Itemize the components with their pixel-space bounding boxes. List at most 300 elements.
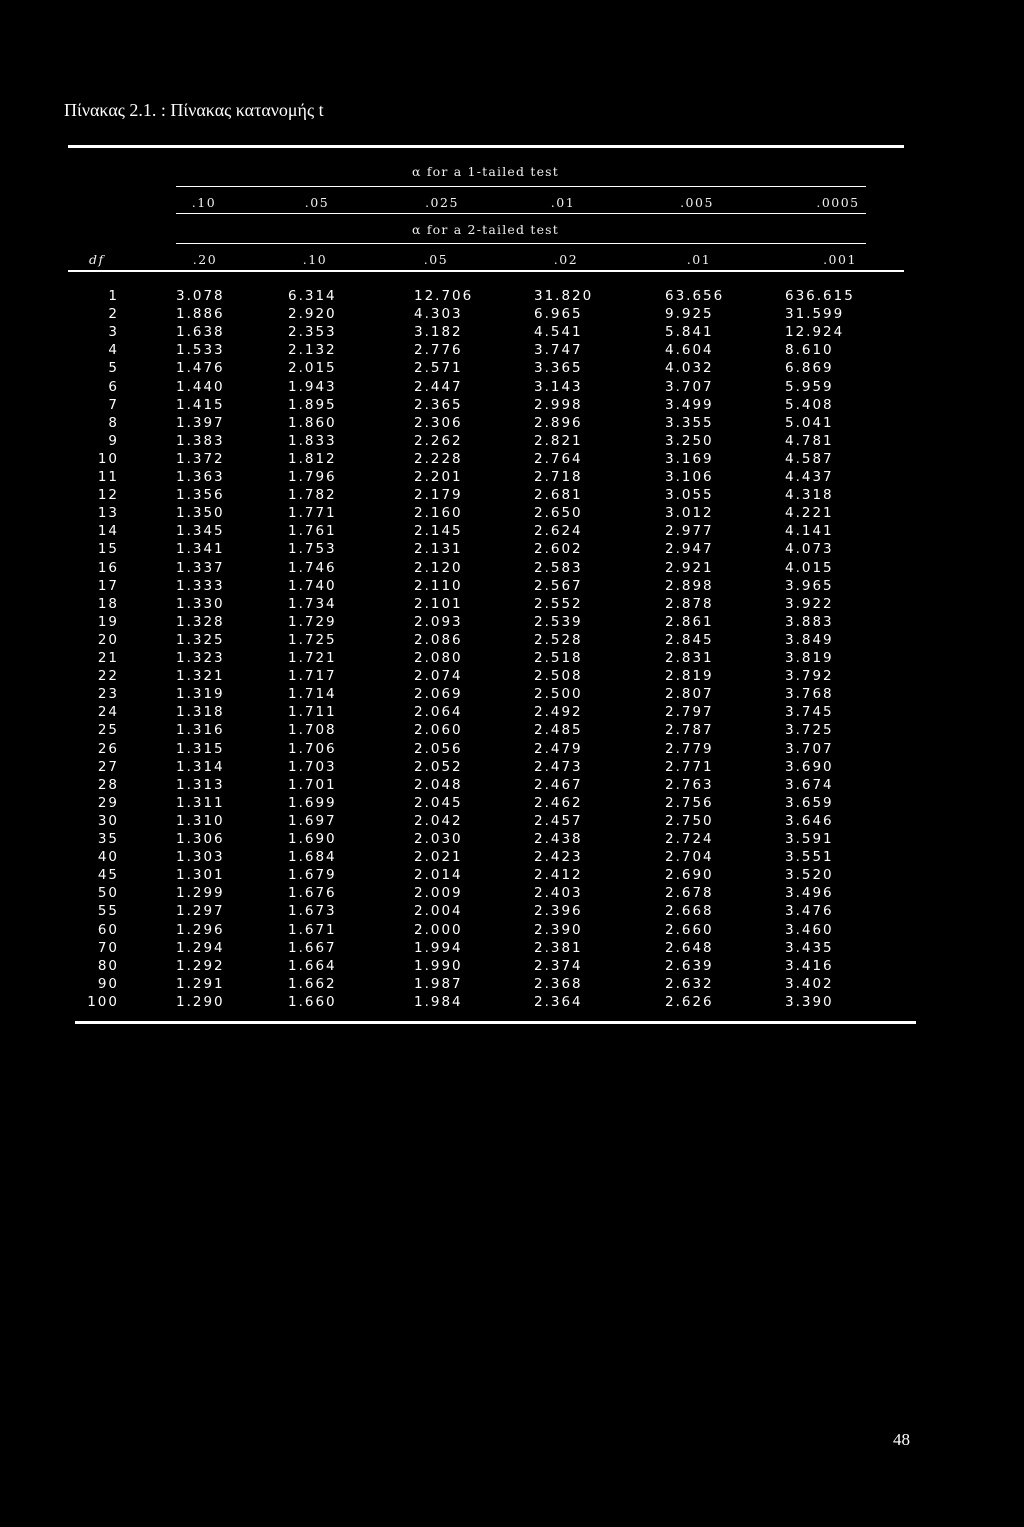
critical-value-cell: 1.703	[288, 758, 337, 775]
df-cell: 28	[97, 776, 119, 793]
one-tailed-level: .05	[304, 195, 330, 210]
critical-value-cell: 1.356	[176, 487, 225, 504]
critical-value-cell: 1.984	[414, 993, 463, 1010]
critical-value-cell: 1.319	[176, 686, 225, 703]
critical-value-cell: 1.673	[288, 903, 337, 920]
critical-value-cell: 2.457	[534, 812, 583, 829]
critical-value-cell: 3.646	[785, 812, 834, 829]
critical-value-cell: 8.610	[785, 342, 834, 359]
critical-value-cell: 2.998	[534, 396, 583, 413]
critical-value-cell: 2.878	[665, 595, 714, 612]
critical-value-cell: 1.383	[176, 432, 225, 449]
df-cell: 27	[97, 758, 119, 775]
critical-value-cell: 2.086	[414, 631, 463, 648]
critical-value-cell: 3.416	[785, 957, 834, 974]
critical-value-cell: 3.520	[785, 867, 834, 884]
critical-value-cell: 1.440	[176, 378, 225, 395]
critical-value-cell: 2.368	[534, 975, 583, 992]
critical-value-cell: 2.045	[414, 794, 463, 811]
critical-value-cell: 2.132	[288, 342, 337, 359]
critical-value-cell: 3.055	[665, 487, 714, 504]
critical-value-cell: 1.753	[288, 541, 337, 558]
critical-value-cell: 2.624	[534, 523, 583, 540]
critical-value-cell: 4.073	[785, 541, 834, 558]
critical-value-cell: 1.318	[176, 704, 225, 721]
critical-value-cell: 2.447	[414, 378, 463, 395]
critical-value-cell: 6.314	[288, 288, 337, 304]
critical-value-cell: 2.776	[414, 342, 463, 359]
df-cell: 15	[97, 541, 119, 558]
critical-value-cell: 2.306	[414, 414, 463, 431]
critical-value-cell: 2.921	[665, 559, 714, 576]
critical-value-cell: 2.228	[414, 450, 463, 467]
critical-value-cell: 3.965	[785, 577, 834, 594]
df-cell: 26	[97, 740, 119, 757]
critical-value-cell: 1.316	[176, 722, 225, 739]
critical-value-cell: 9.925	[665, 306, 714, 323]
df-cell: 5	[108, 360, 119, 377]
critical-value-cell: 3.390	[785, 993, 834, 1010]
critical-value-cell: 2.704	[665, 849, 714, 866]
critical-value-cell: 1.721	[288, 650, 337, 666]
critical-value-cell: 1.321	[176, 668, 225, 685]
one-tailed-caption-rule	[176, 186, 866, 187]
critical-value-cell: 2.374	[534, 957, 583, 974]
critical-value-cell: 1.341	[176, 541, 225, 558]
critical-value-cell: 3.365	[534, 360, 583, 377]
critical-value-cell: 2.861	[665, 613, 714, 630]
critical-value-cell: 2.763	[665, 776, 714, 793]
one-tailed-level: .10	[191, 195, 217, 210]
one-tailed-caption: α for a 1-tailed test	[412, 164, 560, 179]
critical-value-cell: 2.262	[414, 432, 463, 449]
critical-value-cell: 1.313	[176, 776, 225, 793]
df-cell: 70	[97, 939, 119, 956]
critical-value-cell: 1.812	[288, 450, 337, 467]
critical-value-cell: 1.782	[288, 487, 337, 504]
critical-value-cell: 1.708	[288, 722, 337, 739]
critical-value-cell: 1.297	[176, 903, 225, 920]
critical-value-cell: 2.101	[414, 595, 463, 612]
df-cell: 35	[97, 831, 119, 847]
df-cell: 23	[97, 686, 119, 703]
one-tailed-level: .025	[425, 195, 459, 210]
critical-value-cell: 3.182	[414, 324, 463, 341]
critical-value-cell: 1.699	[288, 794, 337, 811]
two-tailed-level: .20	[192, 252, 218, 267]
critical-value-cell: 3.659	[785, 794, 834, 811]
critical-value-cell: 1.725	[288, 631, 337, 648]
critical-value-cell: 3.674	[785, 776, 834, 793]
critical-value-cell: 3.725	[785, 722, 834, 739]
critical-value-cell: 1.671	[288, 921, 337, 938]
critical-value-cell: 2.492	[534, 704, 583, 721]
df-cell: 30	[97, 812, 119, 829]
critical-value-cell: 4.781	[785, 432, 834, 449]
critical-value-cell: 3.745	[785, 704, 834, 721]
critical-value-cell: 2.412	[534, 867, 583, 884]
critical-value-cell: 3.250	[665, 432, 714, 449]
critical-value-cell: 2.552	[534, 595, 583, 612]
critical-value-cell: 1.987	[414, 975, 463, 992]
df-cell: 11	[97, 469, 119, 485]
critical-value-cell: 1.290	[176, 993, 225, 1010]
critical-value-cell: 2.485	[534, 722, 583, 739]
critical-value-cell: 2.353	[288, 324, 337, 341]
critical-value-cell: 2.690	[665, 867, 714, 884]
critical-value-cell: 1.310	[176, 812, 225, 829]
critical-value-cell: 1.994	[414, 939, 463, 956]
df-cell: 18	[97, 595, 119, 612]
page-title: Πίνακας 2.1. : Πίνακας κατανομής t	[64, 100, 324, 120]
critical-value-cell: 1.690	[288, 831, 337, 847]
table-bottom-rule	[75, 1021, 916, 1024]
critical-value-cell: 3.106	[665, 469, 714, 485]
critical-value-cell: 2.030	[414, 831, 463, 847]
critical-value-cell: 636.615	[785, 288, 855, 304]
df-cell: 16	[97, 559, 119, 576]
critical-value-cell: 1.292	[176, 957, 225, 974]
critical-value-cell: 1.533	[176, 342, 225, 359]
df-cell: 60	[97, 921, 119, 938]
df-cell: 17	[97, 577, 119, 594]
critical-value-cell: 1.734	[288, 595, 337, 612]
critical-value-cell: 3.460	[785, 921, 834, 938]
df-cell: 12	[97, 487, 119, 504]
critical-value-cell: 2.403	[534, 885, 583, 902]
critical-value-cell: 3.747	[534, 342, 583, 359]
critical-value-cell: 1.363	[176, 469, 225, 485]
critical-value-cell: 1.761	[288, 523, 337, 540]
critical-value-cell: 2.201	[414, 469, 463, 485]
critical-value-cell: 1.860	[288, 414, 337, 431]
critical-value-cell: 1.662	[288, 975, 337, 992]
critical-value-cell: 2.896	[534, 414, 583, 431]
df-cell: 6	[108, 378, 119, 395]
critical-value-cell: 2.390	[534, 921, 583, 938]
critical-value-cell: 3.707	[665, 378, 714, 395]
critical-value-cell: 2.093	[414, 613, 463, 630]
critical-value-cell: 2.000	[414, 921, 463, 938]
critical-value-cell: 1.833	[288, 432, 337, 449]
critical-value-cell: 1.337	[176, 559, 225, 576]
critical-value-cell: 4.318	[785, 487, 834, 504]
df-cell: 10	[97, 450, 119, 467]
critical-value-cell: 3.435	[785, 939, 834, 956]
critical-value-cell: 2.528	[534, 631, 583, 648]
critical-value-cell: 2.819	[665, 668, 714, 685]
critical-value-cell: 2.639	[665, 957, 714, 974]
df-cell: 50	[97, 885, 119, 902]
critical-value-cell: 2.648	[665, 939, 714, 956]
two-tailed-level: .01	[686, 252, 712, 267]
df-cell: 90	[97, 975, 119, 992]
critical-value-cell: 2.080	[414, 650, 463, 666]
df-cell: 29	[97, 794, 119, 811]
critical-value-cell: 1.729	[288, 613, 337, 630]
critical-value-cell: 4.541	[534, 324, 583, 341]
critical-value-cell: 1.314	[176, 758, 225, 775]
critical-value-cell: 1.990	[414, 957, 463, 974]
df-cell: 7	[108, 396, 119, 413]
critical-value-cell: 1.299	[176, 885, 225, 902]
critical-value-cell: 2.131	[414, 541, 463, 558]
two-tailed-level: .10	[302, 252, 328, 267]
critical-value-cell: 1.638	[176, 324, 225, 341]
critical-value-cell: 1.323	[176, 650, 225, 666]
critical-value-cell: 12.924	[785, 324, 845, 341]
critical-value-cell: 1.711	[288, 704, 337, 721]
critical-value-cell: 3.078	[176, 288, 225, 304]
critical-value-cell: 2.396	[534, 903, 583, 920]
critical-value-cell: 1.296	[176, 921, 225, 938]
critical-value-cell: 2.779	[665, 740, 714, 757]
critical-value-cell: 2.650	[534, 505, 583, 522]
critical-value-cell: 4.032	[665, 360, 714, 377]
critical-value-cell: 2.626	[665, 993, 714, 1010]
critical-value-cell: 2.668	[665, 903, 714, 920]
df-column-header: df	[89, 252, 105, 267]
critical-value-cell: 4.604	[665, 342, 714, 359]
critical-value-cell: 2.069	[414, 686, 463, 703]
critical-value-cell: 2.064	[414, 704, 463, 721]
critical-value-cell: 2.381	[534, 939, 583, 956]
critical-value-cell: 3.169	[665, 450, 714, 467]
critical-value-cell: 1.415	[176, 396, 225, 413]
critical-value-cell: 2.602	[534, 541, 583, 558]
two-tailed-level: .05	[423, 252, 449, 267]
critical-value-cell: 1.397	[176, 414, 225, 431]
critical-value-cell: 5.041	[785, 414, 834, 431]
df-cell: 9	[108, 432, 119, 449]
critical-value-cell: 1.476	[176, 360, 225, 377]
critical-value-cell: 1.943	[288, 378, 337, 395]
critical-value-cell: 1.740	[288, 577, 337, 594]
critical-value-cell: 3.707	[785, 740, 834, 757]
critical-value-cell: 1.717	[288, 668, 337, 685]
critical-value-cell: 2.898	[665, 577, 714, 594]
df-cell: 4	[108, 342, 119, 359]
critical-value-cell: 1.301	[176, 867, 225, 884]
critical-value-cell: 3.849	[785, 631, 834, 648]
critical-value-cell: 3.883	[785, 613, 834, 630]
critical-value-cell: 1.679	[288, 867, 337, 884]
one-tailed-level: .0005	[816, 195, 860, 210]
critical-value-cell: 1.697	[288, 812, 337, 829]
critical-value-cell: 2.807	[665, 686, 714, 703]
critical-value-cell: 3.476	[785, 903, 834, 920]
df-cell: 100	[87, 993, 119, 1010]
critical-value-cell: 1.895	[288, 396, 337, 413]
critical-value-cell: 5.841	[665, 324, 714, 341]
two-tailed-level: .02	[553, 252, 579, 267]
critical-value-cell: 1.311	[176, 794, 225, 811]
critical-value-cell: 3.496	[785, 885, 834, 902]
critical-value-cell: 2.845	[665, 631, 714, 648]
critical-value-cell: 2.438	[534, 831, 583, 847]
critical-value-cell: 2.179	[414, 487, 463, 504]
critical-value-cell: 2.678	[665, 885, 714, 902]
critical-value-cell: 2.660	[665, 921, 714, 938]
critical-value-cell: 2.015	[288, 360, 337, 377]
critical-value-cell: 2.567	[534, 577, 583, 594]
critical-value-cell: 2.787	[665, 722, 714, 739]
critical-value-cell: 1.328	[176, 613, 225, 630]
two-tailed-level: .001	[823, 252, 857, 267]
critical-value-cell: 3.690	[785, 758, 834, 775]
df-cell: 20	[97, 631, 119, 648]
df-cell: 8	[108, 414, 119, 431]
critical-value-cell: 3.499	[665, 396, 714, 413]
critical-value-cell: 2.365	[414, 396, 463, 413]
df-cell: 45	[97, 867, 119, 884]
table-top-rule	[68, 145, 904, 148]
critical-value-cell: 2.920	[288, 306, 337, 323]
critical-value-cell: 1.667	[288, 939, 337, 956]
critical-value-cell: 2.014	[414, 867, 463, 884]
df-cell: 80	[97, 957, 119, 974]
critical-value-cell: 2.681	[534, 487, 583, 504]
critical-value-cell: 5.959	[785, 378, 834, 395]
two-tailed-caption: α for a 2-tailed test	[412, 222, 560, 237]
critical-value-cell: 2.009	[414, 885, 463, 902]
critical-value-cell: 3.402	[785, 975, 834, 992]
critical-value-cell: 1.303	[176, 849, 225, 866]
critical-value-cell: 1.701	[288, 776, 337, 793]
critical-value-cell: 3.355	[665, 414, 714, 431]
critical-value-cell: 4.221	[785, 505, 834, 522]
critical-value-cell: 1.676	[288, 885, 337, 902]
critical-value-cell: 2.042	[414, 812, 463, 829]
critical-value-cell: 2.724	[665, 831, 714, 847]
critical-value-cell: 3.591	[785, 831, 834, 847]
df-cell: 40	[97, 849, 119, 866]
critical-value-cell: 2.048	[414, 776, 463, 793]
critical-value-cell: 2.462	[534, 794, 583, 811]
critical-value-cell: 1.706	[288, 740, 337, 757]
critical-value-cell: 2.797	[665, 704, 714, 721]
critical-value-cell: 1.315	[176, 740, 225, 757]
critical-value-cell: 1.330	[176, 595, 225, 612]
df-cell: 2	[108, 306, 119, 323]
critical-value-cell: 2.060	[414, 722, 463, 739]
critical-value-cell: 1.886	[176, 306, 225, 323]
critical-value-cell: 2.632	[665, 975, 714, 992]
critical-value-cell: 3.922	[785, 595, 834, 612]
critical-value-cell: 1.684	[288, 849, 337, 866]
critical-value-cell: 1.333	[176, 577, 225, 594]
critical-value-cell: 2.160	[414, 505, 463, 522]
critical-value-cell: 2.750	[665, 812, 714, 829]
critical-value-cell: 2.473	[534, 758, 583, 775]
critical-value-cell: 2.718	[534, 469, 583, 485]
df-cell: 3	[108, 324, 119, 341]
critical-value-cell: 2.500	[534, 686, 583, 703]
critical-value-cell: 1.350	[176, 505, 225, 522]
critical-value-cell: 2.021	[414, 849, 463, 866]
critical-value-cell: 2.756	[665, 794, 714, 811]
critical-value-cell: 1.796	[288, 469, 337, 485]
critical-value-cell: 6.869	[785, 360, 834, 377]
critical-value-cell: 6.965	[534, 306, 583, 323]
critical-value-cell: 2.364	[534, 993, 583, 1010]
critical-value-cell: 2.821	[534, 432, 583, 449]
one-tailed-level: .005	[680, 195, 714, 210]
critical-value-cell: 2.571	[414, 360, 463, 377]
critical-value-cell: 4.141	[785, 523, 834, 540]
critical-value-cell: 2.583	[534, 559, 583, 576]
critical-value-cell: 2.539	[534, 613, 583, 630]
df-cell: 55	[97, 903, 119, 920]
critical-value-cell: 63.656	[665, 288, 725, 304]
critical-value-cell: 4.587	[785, 450, 834, 467]
header-bottom-rule	[68, 270, 904, 272]
critical-value-cell: 3.819	[785, 650, 834, 666]
critical-value-cell: 2.110	[414, 577, 463, 594]
critical-value-cell: 3.768	[785, 686, 834, 703]
critical-value-cell: 2.977	[665, 523, 714, 540]
critical-value-cell: 1.660	[288, 993, 337, 1010]
critical-value-cell: 2.508	[534, 668, 583, 685]
df-cell: 24	[97, 704, 119, 721]
critical-value-cell: 1.771	[288, 505, 337, 522]
critical-value-cell: 2.056	[414, 740, 463, 757]
df-cell: 13	[97, 505, 119, 522]
critical-value-cell: 3.792	[785, 668, 834, 685]
df-cell: 1	[108, 288, 119, 304]
critical-value-cell: 1.306	[176, 831, 225, 847]
critical-value-cell: 2.074	[414, 668, 463, 685]
critical-value-cell: 2.771	[665, 758, 714, 775]
one-tailed-level: .01	[550, 195, 576, 210]
critical-value-cell: 3.012	[665, 505, 714, 522]
df-cell: 25	[97, 722, 119, 739]
critical-value-cell: 4.015	[785, 559, 834, 576]
df-cell: 22	[97, 668, 119, 685]
critical-value-cell: 1.294	[176, 939, 225, 956]
critical-value-cell: 1.746	[288, 559, 337, 576]
critical-value-cell: 1.345	[176, 523, 225, 540]
critical-value-cell: 1.664	[288, 957, 337, 974]
critical-value-cell: 2.831	[665, 650, 714, 666]
critical-value-cell: 2.947	[665, 541, 714, 558]
critical-value-cell: 2.052	[414, 758, 463, 775]
df-cell: 14	[97, 523, 119, 540]
critical-value-cell: 3.551	[785, 849, 834, 866]
critical-value-cell: 2.764	[534, 450, 583, 467]
one-tailed-levels-rule	[176, 213, 866, 214]
page-number: 48	[893, 1430, 910, 1449]
critical-value-cell: 31.820	[534, 288, 594, 304]
critical-value-cell: 2.467	[534, 776, 583, 793]
critical-value-cell: 3.143	[534, 378, 583, 395]
critical-value-cell: 2.004	[414, 903, 463, 920]
critical-value-cell: 2.423	[534, 849, 583, 866]
two-tailed-caption-rule	[176, 243, 866, 244]
df-cell: 19	[97, 613, 119, 630]
critical-value-cell: 2.120	[414, 559, 463, 576]
critical-value-cell: 4.303	[414, 306, 463, 323]
critical-value-cell: 2.145	[414, 523, 463, 540]
critical-value-cell: 1.291	[176, 975, 225, 992]
critical-value-cell: 1.325	[176, 631, 225, 648]
critical-value-cell: 31.599	[785, 306, 845, 323]
critical-value-cell: 2.518	[534, 650, 583, 666]
critical-value-cell: 2.479	[534, 740, 583, 757]
critical-value-cell: 4.437	[785, 469, 834, 485]
df-cell: 21	[97, 650, 119, 666]
critical-value-cell: 1.714	[288, 686, 337, 703]
